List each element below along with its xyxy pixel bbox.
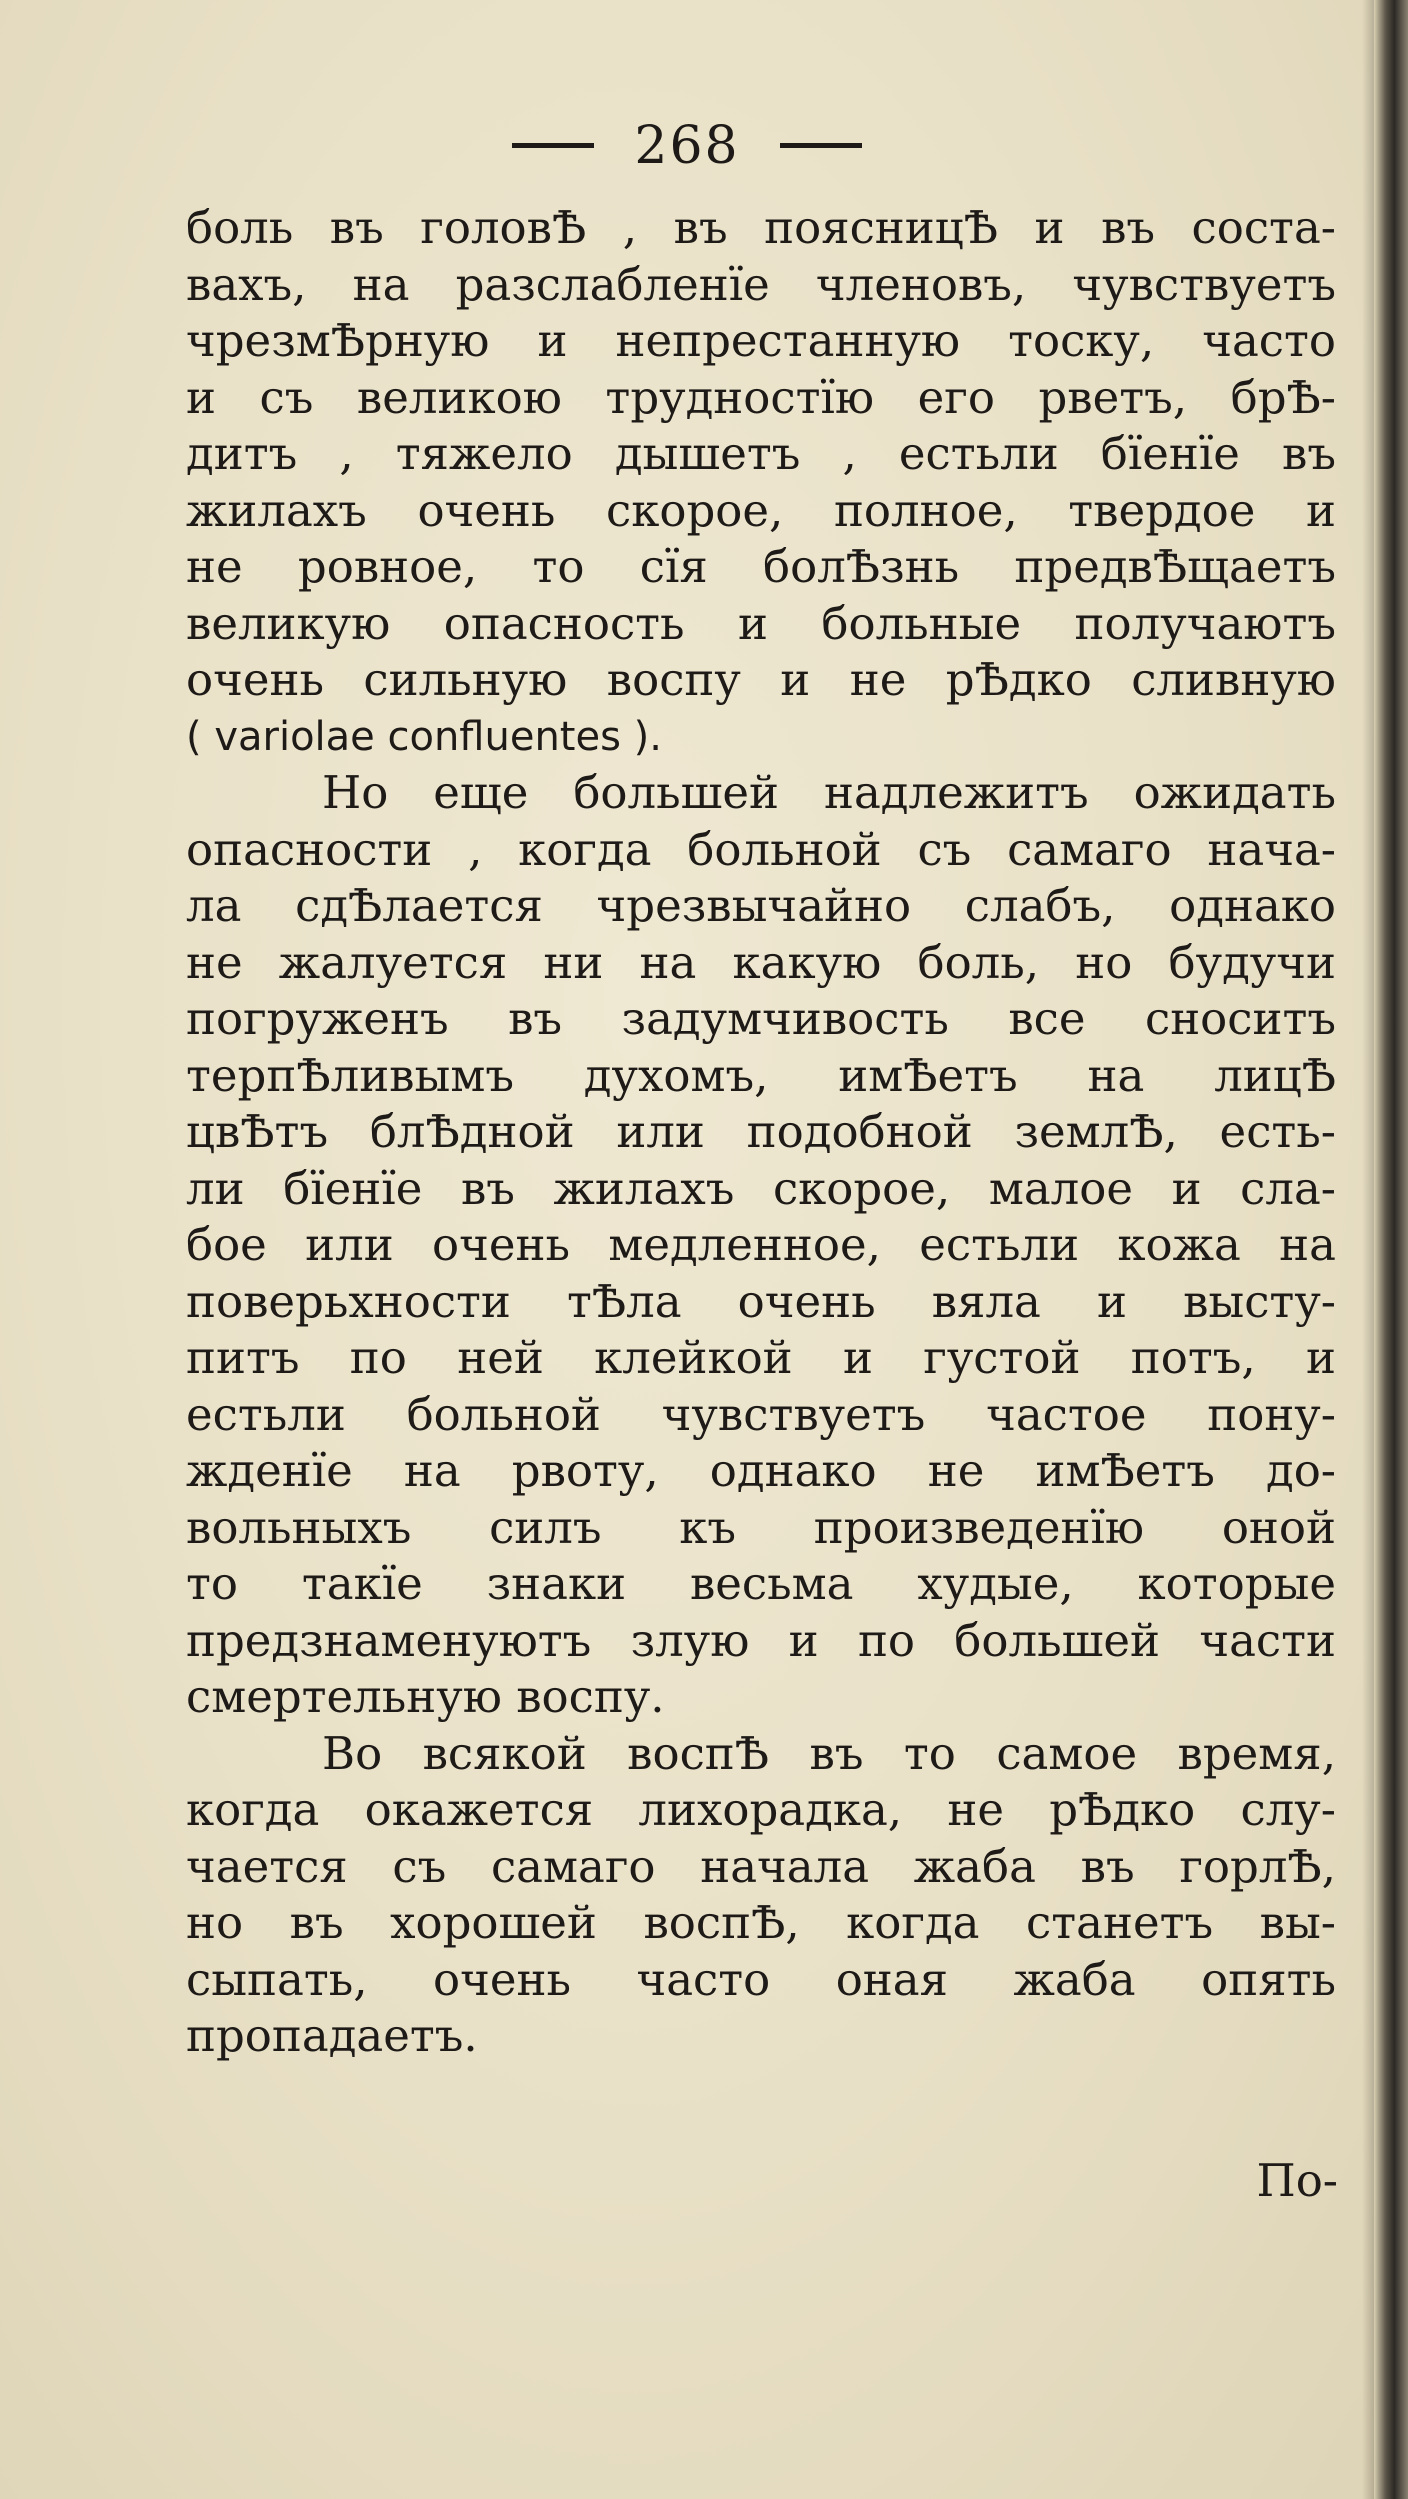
page-gutter-shadow [1362, 0, 1374, 2499]
text-line: ла сдѢлается чрезвычайно слабъ, однако [186, 879, 1336, 932]
text-line: не ровное, то сїя болѢзнь предвѢщаетъ [186, 540, 1336, 593]
text-line: дитъ , тяжело дышетъ , естьли бїенїе въ [186, 427, 1336, 480]
text-line: и съ великою трудностїю его рветъ, брѢ- [186, 370, 1336, 424]
text-line: когда окажется лихорадка, не рѢдко слу- [186, 1783, 1336, 1836]
page-number: 268 [634, 115, 740, 176]
catchword: По- [1256, 2154, 1338, 2207]
text-line: великую опасность и больные получаютъ [186, 596, 1336, 650]
text-line: вольныхъ силъ къ произведенїю оной [186, 1500, 1336, 1554]
text-line: бое или очень медленное, естьли кожа на [186, 1218, 1336, 1271]
text-line: боль въ головѢ , въ поясницѢ и въ соста- [186, 201, 1336, 254]
text-line: естьли больной чувствуетъ частое пону- [186, 1387, 1336, 1441]
book-binding-edge [1374, 0, 1408, 2499]
text-line: то такїе знаки весьма худые, которые [186, 1557, 1336, 1610]
text-line: жденїе на рвоту, однако не имѢетъ до- [186, 1444, 1336, 1497]
text-line: цвѢтъ блѢдной или подобной землѢ, есть- [186, 1105, 1336, 1158]
header-dash-left [512, 143, 594, 148]
paragraph-start: Во всякой воспѢ въ то самое время, [322, 1726, 1336, 1780]
text-line: сыпать, очень часто оная жаба опять [186, 1952, 1336, 2006]
text-line-latin: ( variolae confluentes ). [186, 713, 662, 760]
text-line: не жалуется ни на какую боль, но будучи [186, 935, 1336, 989]
text-line: смертельную воспу. [186, 1670, 665, 1723]
text-line: опасности , когда больной съ самаго нача- [186, 822, 1336, 876]
text-line: погруженъ въ задумчивость все сноситъ [186, 992, 1336, 1045]
text-line: пропадаетъ. [186, 2009, 478, 2062]
text-line: питъ по ней клейкой и густой потъ, и [186, 1331, 1336, 1384]
text-line: очень сильную воспу и не рѢдко сливную [186, 653, 1336, 706]
text-line: но въ хорошей воспѢ, когда станетъ вы- [186, 1896, 1336, 1949]
text-line: вахъ, на разслабленїе членовъ, чувствуетъ [186, 257, 1336, 311]
paragraph-start: Но еще большей надлежитъ ожидать [322, 766, 1336, 819]
text-line: ли бїенїе въ жилахъ скорое, малое и сла- [186, 1161, 1336, 1215]
header-dash-right [780, 143, 862, 148]
text-line: поверьхности тѢла очень вяла и высту- [186, 1274, 1336, 1328]
text-line: жилахъ очень скорое, полное, твердое и [186, 483, 1336, 537]
text-line: чрезмѢрную и непрестанную тоску, часто [186, 314, 1336, 367]
text-line: чается съ самаго начала жаба въ горлѢ, [186, 1839, 1336, 1893]
text-line: предзнаменуютъ злую и по большей части [186, 1613, 1336, 1667]
text-line: терпѢливымъ духомъ, имѢетъ на лицѢ [186, 1048, 1336, 1102]
page-header [0, 112, 1374, 176]
body-text [186, 200, 1336, 2065]
